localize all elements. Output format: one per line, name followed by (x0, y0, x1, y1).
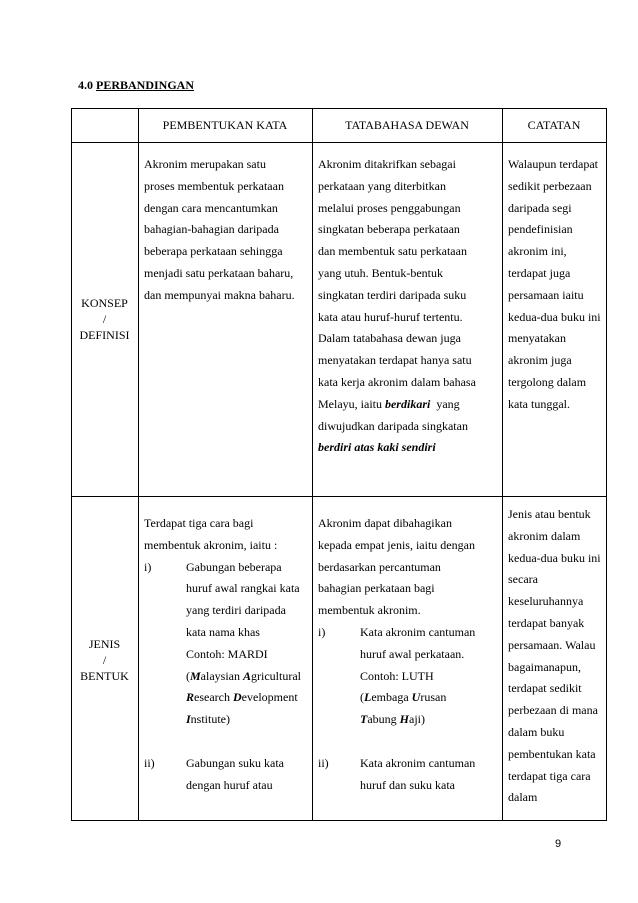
text-line: dan mempunyai makna baharu. (144, 287, 295, 302)
row-divider (71, 496, 607, 497)
text-line: dengan cara mencantumkan (144, 200, 278, 215)
text-line: Contoh: LUTH (360, 668, 434, 683)
text-line: membentuk akronim. (318, 603, 421, 618)
text-line: kata atau huruf-huruf tertentu. (318, 309, 463, 324)
section-heading (78, 78, 194, 93)
bold-italic-letter: R (186, 690, 195, 705)
text-line: kata nama khas (186, 624, 260, 639)
text-line: Kata akronim cantuman (360, 624, 476, 639)
text-span: evelopment (241, 690, 298, 705)
text-line: menyatakan (508, 331, 566, 346)
bold-italic-letter: M (190, 668, 201, 683)
text-line: terdapat sedikit (508, 681, 582, 696)
text-line: dalam (508, 790, 538, 805)
page-number: 9 (555, 838, 562, 850)
bold-italic-letter: H (399, 712, 410, 727)
list-number: i) (144, 559, 152, 574)
text-span: gricultural (251, 668, 301, 683)
spacer (144, 731, 310, 753)
text-line: Akronim dapat dibahagikan (318, 516, 452, 530)
bold-italic-term: berdiri atas kaki sendiri (318, 440, 436, 455)
text-span: ( (186, 668, 190, 683)
text-line: kedua-dua buku ini (508, 309, 601, 324)
list-item (144, 557, 310, 731)
text-line: kedua-dua buku ini (508, 550, 601, 565)
row1-pembentukan-text (144, 154, 295, 307)
text-line: huruf awal perkataan. (360, 646, 465, 661)
header-tatabahasa-dewan: TATABAHASA DEWAN (345, 118, 469, 132)
text-line: keseluruhannya (508, 594, 584, 609)
row-label-jenis (71, 636, 138, 684)
row1-tatabahasa-text (318, 154, 476, 459)
text-line: terdapat banyak (508, 615, 585, 630)
list-number: ii) (318, 755, 329, 770)
row-label-line: KONSEP (81, 296, 128, 310)
text-line: singkatan terdiri daripada suku (318, 287, 467, 302)
list-item (144, 753, 310, 797)
text-line: yang terdiri daripada (186, 603, 286, 618)
header-catatan: CATATAN (527, 118, 581, 132)
text-line: bagaimanapun, (508, 659, 581, 674)
text-span: nstitute) (190, 712, 230, 727)
text-span: esearch (194, 690, 233, 705)
bold-italic-letter: I (186, 712, 191, 727)
table-border-right (606, 108, 607, 821)
bold-italic-letter: A (243, 668, 252, 683)
bold-italic-term: berdikari (384, 396, 431, 411)
text-line: Dalam tatabahasa dewan juga (318, 331, 461, 346)
text-line (318, 394, 476, 416)
text-line: kata tunggal. (508, 396, 570, 411)
text-line: kata kerja akronim dalam bahasa (318, 374, 476, 389)
text-line: Gabungan beberapa (186, 559, 282, 574)
text-line: yang utuh. Bentuk-bentuk (318, 265, 443, 280)
row2-catatan-text (508, 504, 601, 809)
row2-tatabahasa-text (318, 513, 500, 796)
text-line: singkatan beberapa perkataan (318, 222, 460, 237)
text-line: huruf dan suku kata (360, 777, 455, 792)
text-line: bahagian perkataan bagi (318, 581, 435, 596)
row-label-konsep (71, 295, 138, 343)
text-span: rusan (420, 690, 447, 705)
text-span: yang (430, 396, 460, 411)
text-line: terdapat juga (508, 265, 571, 280)
bold-italic-letter: U (411, 690, 421, 705)
text-line: tergolong dalam (508, 374, 587, 389)
list-number: ii) (144, 755, 155, 770)
example-line (360, 687, 500, 709)
example-line (186, 687, 310, 709)
bold-italic-letter: T (360, 712, 368, 727)
row-label-line: / (102, 653, 107, 667)
text-span: alaysian (200, 668, 243, 683)
text-line: melalui proses penggabungan (318, 200, 461, 215)
text-line: membentuk akronim, iaitu : (144, 537, 278, 552)
text-line: Gabungan suku kata (186, 755, 284, 770)
text-line: huruf awal rangkai kata (186, 581, 300, 596)
text-span: abung (367, 712, 400, 727)
text-line: bahagian-bahagian daripada (144, 222, 279, 237)
text-line: perkataan yang diterbitkan (318, 178, 446, 193)
text-line: Contoh: MARDI (186, 646, 268, 661)
section-number: 4.0 (78, 78, 93, 92)
text-span: ( (360, 690, 364, 705)
table-border-top (71, 108, 607, 109)
row-label-line: DEFINISI (79, 328, 130, 342)
row1-catatan-text (508, 154, 601, 416)
text-line: sedikit perbezaan (508, 178, 592, 193)
text-line: persamaan iaitu (508, 287, 584, 302)
text-line: dan membentuk satu perkataan (318, 244, 467, 259)
text-line: daripada segi (508, 200, 572, 215)
list-number: i) (318, 624, 326, 639)
text-line: secara (508, 572, 538, 587)
text-span: aji) (409, 712, 426, 727)
spacer (318, 731, 500, 753)
text-line (318, 437, 476, 459)
bold-italic-letter: L (364, 690, 372, 705)
text-line: Akronim merupakan satu (144, 157, 266, 171)
text-span: embaga (371, 690, 412, 705)
header-divider (71, 142, 607, 143)
text-line: menyatakan terdapat hanya satu (318, 353, 472, 368)
text-line: pendefinisian (508, 222, 573, 237)
table-divider-3 (502, 108, 503, 821)
comparison-table (71, 108, 607, 821)
text-line: Akronim ditakrifkan sebagai (318, 157, 456, 171)
text-line: proses membentuk perkataan (144, 178, 284, 193)
example-line (186, 709, 310, 731)
row-label-line: JENIS (88, 637, 121, 651)
bold-italic-letter: D (233, 690, 242, 705)
text-line: berdasarkan percantuman (318, 559, 441, 574)
table-border-bottom (71, 820, 607, 821)
table-divider-2 (312, 108, 313, 821)
text-line: Terdapat tiga cara bagi (144, 516, 254, 530)
table-border-left (71, 108, 72, 821)
text-line: akronim ini, (508, 244, 567, 259)
header-pembentukan-kata: PEMBENTUKAN KATA (162, 118, 288, 132)
text-line: dengan huruf atau (186, 777, 273, 792)
row2-pembentukan-text (144, 513, 310, 796)
text-line: Kata akronim cantuman (360, 755, 476, 770)
table-divider-1 (138, 108, 139, 821)
text-line: persamaan. Walau (508, 637, 596, 652)
text-line: dalam buku (508, 724, 565, 739)
text-line: terdapat tiga cara (508, 768, 591, 783)
row-label-line: / (102, 312, 107, 326)
text-line: akronim dalam (508, 528, 581, 543)
text-line: kepada empat jenis, iaitu dengan (318, 537, 475, 552)
text-line: Jenis atau bentuk (508, 507, 591, 521)
text-line: beberapa perkataan sehingga (144, 244, 283, 259)
text-line: menjadi satu perkataan baharu, (144, 265, 294, 280)
row-label-line: BENTUK (80, 669, 129, 683)
list-item (318, 622, 500, 731)
text-line: pembentukan kata (508, 746, 596, 761)
text-line: Walaupun terdapat (508, 157, 598, 171)
list-item (318, 753, 500, 797)
example-line (186, 666, 310, 688)
example-line (360, 709, 500, 731)
text-line: diwujudkan daripada singkatan (318, 418, 468, 433)
text-span: Melayu, iaitu (318, 396, 385, 411)
text-line: perbezaan di mana (508, 703, 598, 718)
section-title: PERBANDINGAN (96, 78, 195, 92)
text-line: akronim juga (508, 353, 572, 368)
